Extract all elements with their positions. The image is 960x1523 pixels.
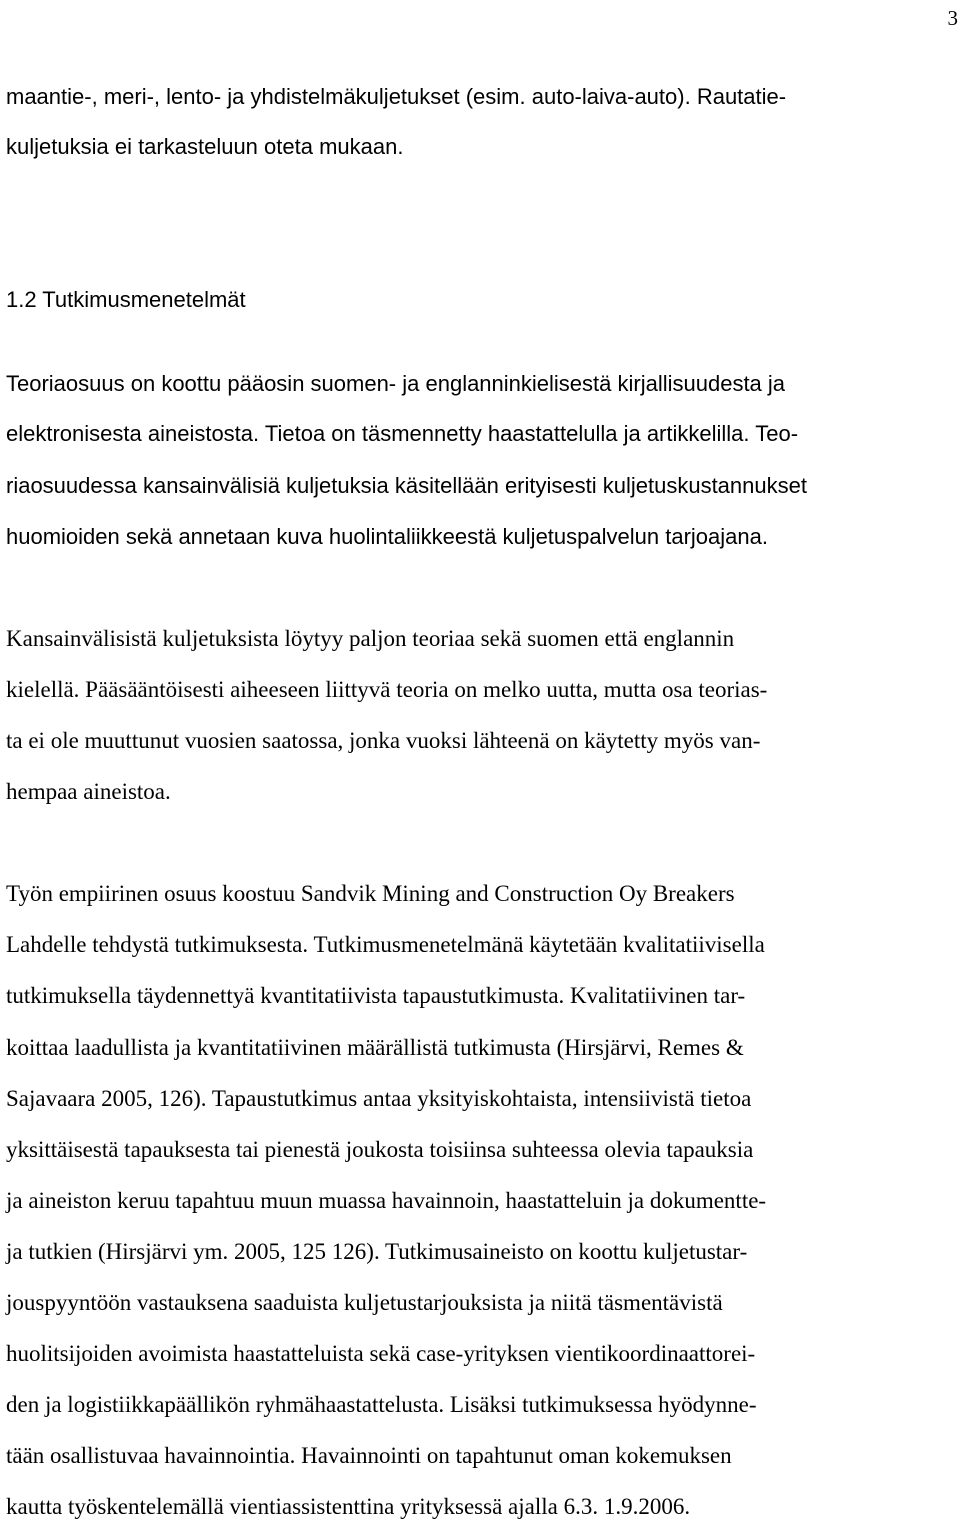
text-line: yksittäisestä tapauksesta tai pienestä joukosta toisiinsa suhteessa olevia tapauksia [6, 1137, 754, 1162]
text-line: den ja logistiikkapäällikön ryhmähaastattelusta. Lisäksi tutkimuksessa hyödynne- [6, 1392, 757, 1417]
text-line: Lahdelle tehdystä tutkimuksesta. Tutkimusmenetelmänä käytetään kvalitatiivisella [6, 932, 765, 957]
page-number: 3 [947, 6, 958, 30]
text-line: kuljetuksia ei tarkasteluun oteta mukaan. [6, 134, 404, 159]
text-line: Teoriaosuus on koottu pääosin suomen- ja englanninkielisestä kirjallisuudesta ja [6, 371, 786, 396]
text-line: Sajavaara 2005, 126). Tapaustutkimus antaa yksityiskohtaista, intensiivistä tietoa [6, 1086, 752, 1111]
text-line: jouspyyntöön vastauksena saaduista kuljetustarjouksista ja niitä täsmentävistä [6, 1290, 723, 1315]
text-line: maantie-, meri-, lento- ja yhdistelmäkuljetukset (esim. auto-laiva-auto). Rautatie- [6, 84, 787, 109]
text-line: Työn empiirinen osuus koostuu Sandvik Mining and Construction Oy Breakers [6, 881, 735, 906]
text-line: Kansainvälisistä kuljetuksista löytyy paljon teoriaa sekä suomen että englannin [6, 626, 735, 651]
text-line: ta ei ole muuttunut vuosien saatossa, jonka vuoksi lähteenä on käytetty myös van- [6, 728, 761, 753]
text-line: kautta työskentelemällä vientiassistenttina yrityksessä ajalla 6.3. 1.9.2006. [6, 1494, 691, 1519]
text-line: ja aineiston keruu tapahtuu muun muassa havainnoin, haastatteluin ja dokumentte- [6, 1188, 767, 1213]
text-line: huomioiden sekä annetaan kuva huolintaliikkeestä kuljetuspalvelun tarjoajana. [6, 524, 768, 549]
section-heading: 1.2 Tutkimusmenetelmät [6, 287, 246, 312]
text-line: huolitsijoiden avoimista haastatteluista sekä case-yrityksen vientikoordinaattorei- [6, 1341, 756, 1366]
text-line: tään osallistuvaa havainnointia. Havainnointi on tapahtunut oman kokemuksen [6, 1443, 732, 1468]
text-line: elektronisesta aineistosta. Tietoa on täsmennetty haastattelulla ja artikkelilla. Teo- [6, 421, 799, 446]
text-line: hempaa aineistoa. [6, 779, 171, 804]
text-line: ja tutkien (Hirsjärvi ym. 2005, 125 126). Tutkimusaineisto on koottu kuljetustar- [6, 1239, 748, 1264]
text-line: koittaa laadullista ja kvantitatiivinen määrällistä tutkimusta (Hirsjärvi, Remes & [6, 1035, 744, 1060]
text-line: kielellä. Pääsääntöisesti aiheeseen liittyvä teoria on melko uutta, mutta osa teorias- [6, 677, 768, 702]
text-line: riaosuudessa kansainvälisiä kuljetuksia käsitellään erityisesti kuljetuskustannukset [6, 473, 807, 498]
text-line: tutkimuksella täydennettyä kvantitatiivista tapaustutkimusta. Kvalitatiivinen tar- [6, 983, 746, 1008]
